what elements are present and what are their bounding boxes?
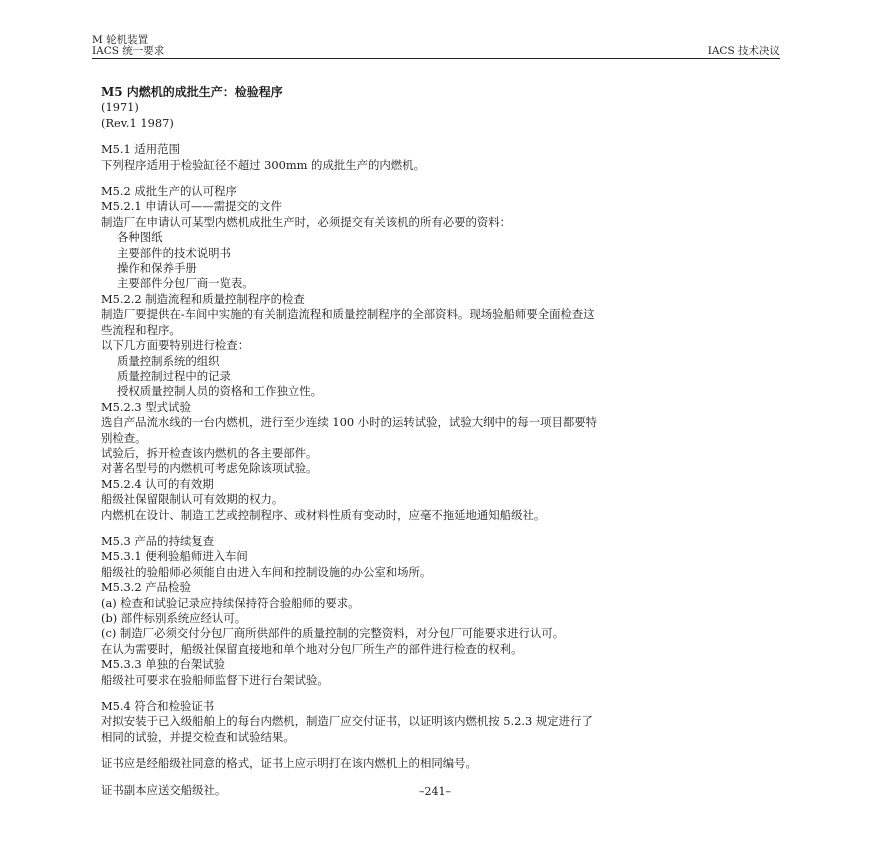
section-heading: M5.4 符合和检验证书 — [101, 699, 215, 714]
paragraph: 下列程序适用于检验缸径不超过 300mm 的成批生产的内燃机。 — [101, 157, 425, 172]
list-item: (c) 制造厂必须交付分包厂商所供部件的质量控制的完整资料，对分包厂可能要求进行认可。 — [101, 626, 565, 641]
list-item: 操作和保养手册 — [117, 261, 197, 276]
section-heading: M5.2 成批生产的认可程序 — [101, 184, 237, 199]
paragraph: 在认为需要时，船级社保留直接地和单个地对分包厂所生产的部件进行检查的权利。 — [101, 641, 523, 656]
paragraph: 些流程和程序。 — [101, 322, 181, 337]
list-item: 主要部件分包厂商一览表。 — [117, 276, 254, 291]
subsection-heading: M5.3.1 便利验船师进入车间 — [101, 549, 248, 564]
paragraph: 试验后，拆开检查该内燃机的各主要部件。 — [101, 445, 318, 460]
paragraph: 船级社保留限制认可有效期的权力。 — [101, 492, 284, 507]
paragraph: 以下几方面要特别进行检查： — [101, 338, 250, 353]
running-header — [92, 45, 780, 57]
subsection-heading: M5.2.2 制造流程和质量控制程序的检查 — [101, 291, 305, 306]
paragraph: 内燃机在设计、制造工艺或控制程序、或材料性质有变动时，应毫不拖延地通知船级社。 — [101, 507, 546, 522]
list-item: (b) 部件标别系统应经认可。 — [101, 611, 247, 625]
header-right: IACS 技术决议 — [707, 45, 780, 57]
paragraph: 证书应是经船级社同意的格式，证书上应示明打在该内燃机上的相同编号。 — [101, 756, 477, 771]
header-left: IACS 统一要求 — [92, 45, 165, 57]
list-item: 质量控制系统的组织 — [117, 353, 220, 368]
document-body — [101, 85, 773, 798]
header-rule — [92, 58, 780, 59]
section-heading: M5.1 适用范围 — [101, 142, 180, 157]
paragraph: 对著名型号的内燃机可考虑免除该项试验。 — [101, 461, 318, 476]
running-header-chapter: M 轮机装置 — [92, 34, 149, 46]
section-heading: M5.3 产品的持续复查 — [101, 533, 215, 548]
list-item: (a) 检查和试验记录应持续保持符合验船师的要求。 — [101, 595, 360, 610]
paragraph: 制造厂要提供在-车间中实施的有关制造流程和质量控制程序的全部资料。现场验船师要全面检查这 — [101, 307, 595, 322]
paragraph: 船级社可要求在验船师监督下进行台架试验。 — [101, 672, 329, 687]
year-line: (1971) — [101, 100, 139, 115]
list-item: 主要部件的技术说明书 — [117, 245, 231, 260]
subsection-heading: M5.2.4 认可的有效期 — [101, 476, 214, 491]
list-item: 质量控制过程中的记录 — [117, 368, 231, 383]
page-number: –241– — [419, 785, 451, 798]
paragraph: 制造厂在申请认可某型内燃机成批生产时，必须提交有关该机的所有必要的资料： — [101, 214, 512, 229]
subsection-heading: M5.3.3 单独的台架试验 — [101, 657, 226, 672]
subsection-heading: M5.2.1 申请认可——需提交的文件 — [101, 199, 282, 214]
paragraph: 选自产品流水线的一台内燃机，进行至少连续 100 小时的运转试验，试验大纲中的每一项目都要特 — [101, 415, 598, 430]
paragraph: 对拟安装于已入级船舶上的每台内燃机，制造厂应交付证书，以证明该内燃机按 5.2.3 规定进行了 — [101, 714, 593, 729]
subsection-heading: M5.2.3 型式试验 — [101, 399, 191, 414]
paragraph: 相同的试验，并提交检查和试验结果。 — [101, 729, 295, 744]
paragraph: 船级社的验船师必须能自由进入车间和控制设施的办公室和场所。 — [101, 564, 432, 579]
subsection-heading: M5.3.2 产品检验 — [101, 580, 191, 595]
paragraph: 别检查。 — [101, 430, 147, 445]
paragraph: 证书副本应送交船级社。 — [101, 782, 227, 797]
list-item: 各种图纸 — [117, 230, 163, 245]
revision-line: (Rev.1 1987) — [101, 115, 174, 130]
document-title: M5 内燃机的成批生产：检验程序 — [101, 85, 283, 99]
list-item: 授权质量控制人员的资格和工作独立性。 — [117, 384, 323, 399]
